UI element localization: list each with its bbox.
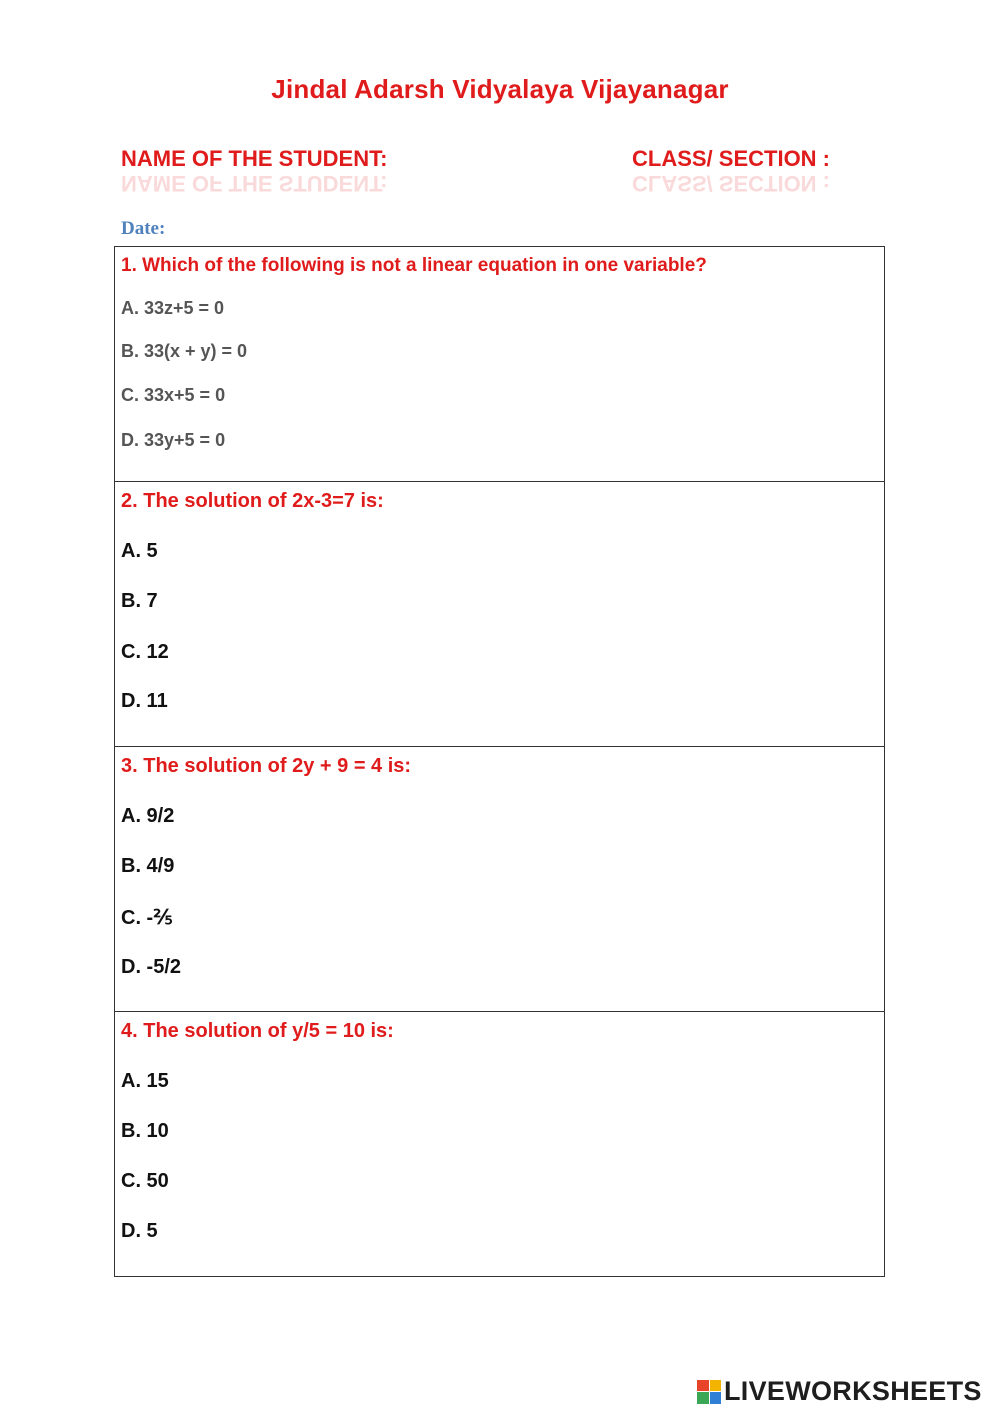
question-3-option-a[interactable]: A. 9/2 — [121, 805, 175, 827]
question-3-option-b[interactable]: B. 4/9 — [121, 855, 175, 877]
name-label-reflection: NAME OF THE STUDENT: — [121, 171, 388, 196]
date-label: Date: — [121, 218, 166, 239]
question-1-option-b[interactable]: B. 33(x + y) = 0 — [121, 341, 248, 361]
school-title: Jindal Adarsh Vidyalaya Vijayanagar — [271, 74, 729, 104]
student-name-label: NAME OF THE STUDENT: NAME OF THE STUDENT: — [121, 146, 388, 196]
question-2-text: 2. The solution of 2x-3=7 is: — [121, 490, 384, 512]
question-1-cell — [115, 247, 884, 482]
question-4-option-a[interactable]: A. 15 — [121, 1070, 169, 1092]
question-1-option-c[interactable]: C. 33x+5 = 0 — [121, 385, 226, 405]
question-4-text: 4. The solution of y/5 = 10 is: — [121, 1020, 394, 1042]
question-4-option-d[interactable]: D. 5 — [121, 1220, 158, 1242]
logo-square-red — [697, 1380, 709, 1392]
question-4-option-b[interactable]: B. 10 — [121, 1120, 169, 1142]
question-2-cell — [115, 482, 884, 747]
question-2-option-d[interactable]: D. 11 — [121, 690, 168, 712]
liveworksheets-brand-text: LIVEWORKSHEETS — [724, 1376, 982, 1406]
logo-square-blue — [710, 1392, 722, 1404]
question-3-cell — [115, 747, 884, 1012]
question-3-text: 3. The solution of 2y + 9 = 4 is: — [121, 755, 412, 777]
liveworksheets-logo[interactable] — [697, 1376, 982, 1407]
question-1-option-a[interactable]: A. 33z+5 = 0 — [121, 298, 225, 318]
liveworksheets-logo-icon — [697, 1380, 721, 1404]
question-1-text: 1. Which of the following is not a linear equation in one variable? — [121, 255, 707, 276]
logo-square-yellow — [710, 1380, 722, 1392]
class-label-reflection: CLASS/ SECTION : — [632, 171, 831, 196]
question-3-option-d[interactable]: D. -5/2 — [121, 956, 182, 978]
question-2-option-c[interactable]: C. 12 — [121, 641, 169, 663]
question-4-cell — [115, 1012, 884, 1276]
question-3-option-c[interactable]: C. -⅖ — [121, 907, 173, 929]
question-2-option-b[interactable]: B. 7 — [121, 590, 158, 612]
question-4-option-c[interactable]: C. 50 — [121, 1170, 169, 1192]
logo-square-green — [697, 1392, 709, 1404]
question-1-option-d[interactable]: D. 33y+5 = 0 — [121, 430, 226, 450]
class-section-label: CLASS/ SECTION : CLASS/ SECTION : — [632, 146, 831, 196]
question-2-option-a[interactable]: A. 5 — [121, 540, 158, 562]
question-table — [114, 246, 885, 1277]
